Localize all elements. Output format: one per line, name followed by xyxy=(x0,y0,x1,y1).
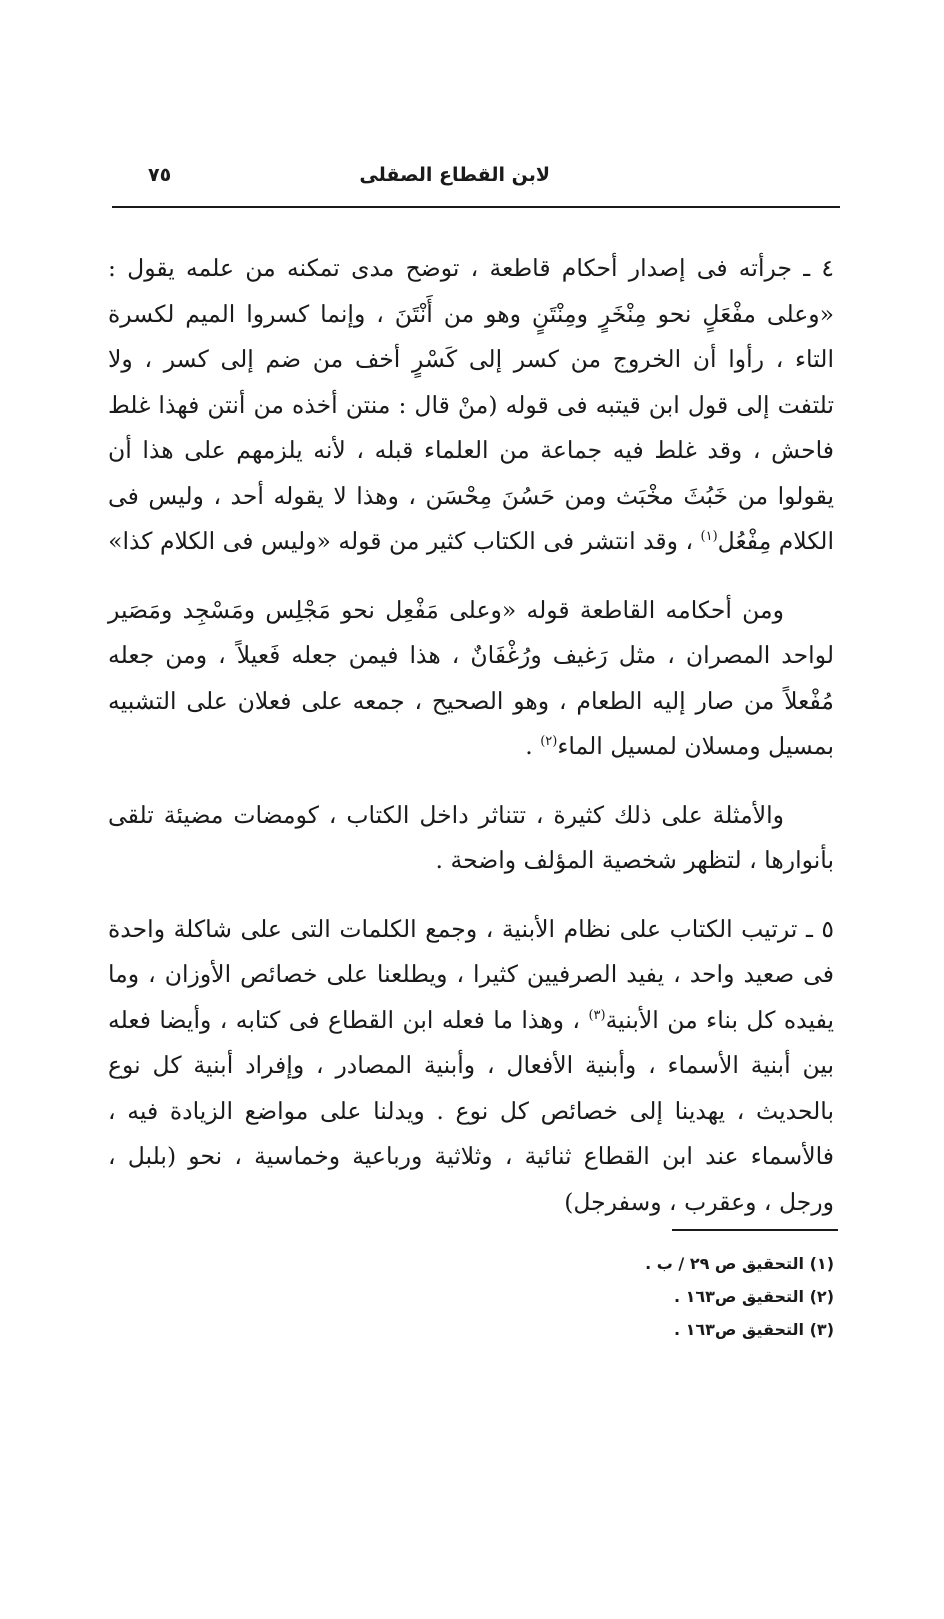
paragraph-text-cont: ، وهذا ما فعله ابن القطاع فى كتابه ، وأيضا فعله بين أبنية الأسماء ، وأبنية الأفعال ، وأبنية المصادر ، وإفراد أبنية كل نوع بالحديث ، يهدينا إلى خصائص كل نوع . ويدلنا على مواضع الزيادة فيه ، فالأسماء عند ابن القطاع ثنائية ، وثلاثية ورباعية وخماسية ، نحو (بلبل ، ورجل ، وعقرب ، وسفرجل) xyxy=(108,1005,834,1216)
paragraph-text: ترتيب الكتاب على نظام الأبنية ، وجمع الكلمات التى على شاكلة واحدة فى صعيد واحد ، يفيد الصرفيين كثيرا ، ويطلعنا على خصائص الأوزان ، وما يفيده كل بناء من الأبنية xyxy=(108,914,834,1034)
paragraph-text: والأمثلة على ذلك كثيرة ، تتناثر داخل الكتاب ، كومضات مضيئة تلقى بأنوارها ، لتظهر شخصية المؤلف واضحة . xyxy=(108,800,834,874)
paragraph-text-cont: . xyxy=(525,732,541,760)
footnote-divider xyxy=(672,1229,838,1231)
footnote-2: (٢) التحقيق ص١٦٣ . xyxy=(673,1287,834,1306)
footnotes xyxy=(434,1247,834,1346)
footnote-ref: (٢) xyxy=(540,734,558,750)
paragraph-examples xyxy=(108,793,834,884)
footnote-ref: (١) xyxy=(700,529,718,545)
paragraph-point-5 xyxy=(108,907,834,1226)
main-text xyxy=(108,246,834,1225)
point-number: ٥ ـ xyxy=(805,914,834,943)
paragraph-rulings xyxy=(108,588,834,770)
running-header xyxy=(112,160,838,200)
footnote-ref: (٣) xyxy=(588,1007,606,1023)
header-divider xyxy=(112,206,840,208)
page-number: ٧٥ xyxy=(148,164,172,186)
paragraph-text: ومن أحكامه القاطعة قوله «وعلى مَفْعِل نحو مَجْلِس ومَسْجِد ومَصَير لواحد المصران ، مثل رَغيف ورُغْفَانٌ ، هذا فيمن جعله فَعيلاً ، ومن جعله مُفْعلاً من صار إليه الطعام ، وهو الصحيح ، جمعه على فعلان على التشبيه بمسيل ومسلان لمسيل الماء xyxy=(108,595,834,760)
footnote-1: (١) التحقيق ص ٢٩ / ب . xyxy=(645,1254,834,1273)
running-title: لابن القطاع الصقلى xyxy=(359,164,550,186)
footnote-3: (٣) التحقيق ص١٦٣ . xyxy=(673,1320,834,1339)
point-number: ٤ ـ xyxy=(803,254,834,282)
paragraph-text-cont: ، وقد انتشر فى الكتاب كثير من قوله «وليس فى الكلام كذا» xyxy=(108,527,701,555)
paragraph-point-4 xyxy=(108,246,834,565)
paragraph-text: جرأته فى إصدار أحكام قاطعة ، توضح مدى تمكنه من علمه يقول : «وعلى مفْعَلٍ نحو مِنْخَرٍ ومِنْتَنٍ وهو من أَنْتَنَ ، وإنما كسروا الميم لكسرة التاء ، رأوا أن الخروج من كسر إلى كَسْرٍ أخف من ضم إلى كسر ، ولا تلتفت إلى قول ابن قيتبه فى قوله (منْ قال : منتن أخذه من أنتن فهذا غلط فاحش ، وقد غلط فيه جماعة من العلماء قبله ، لأنه يلزمهم على هذا أن يقولوا من خَبُثَ مخْبَث ومن حَسُنَ مِحْسَن ، وهذا لا يقوله أحد ، وليس فى الكلام مِفْعُل xyxy=(108,254,834,555)
